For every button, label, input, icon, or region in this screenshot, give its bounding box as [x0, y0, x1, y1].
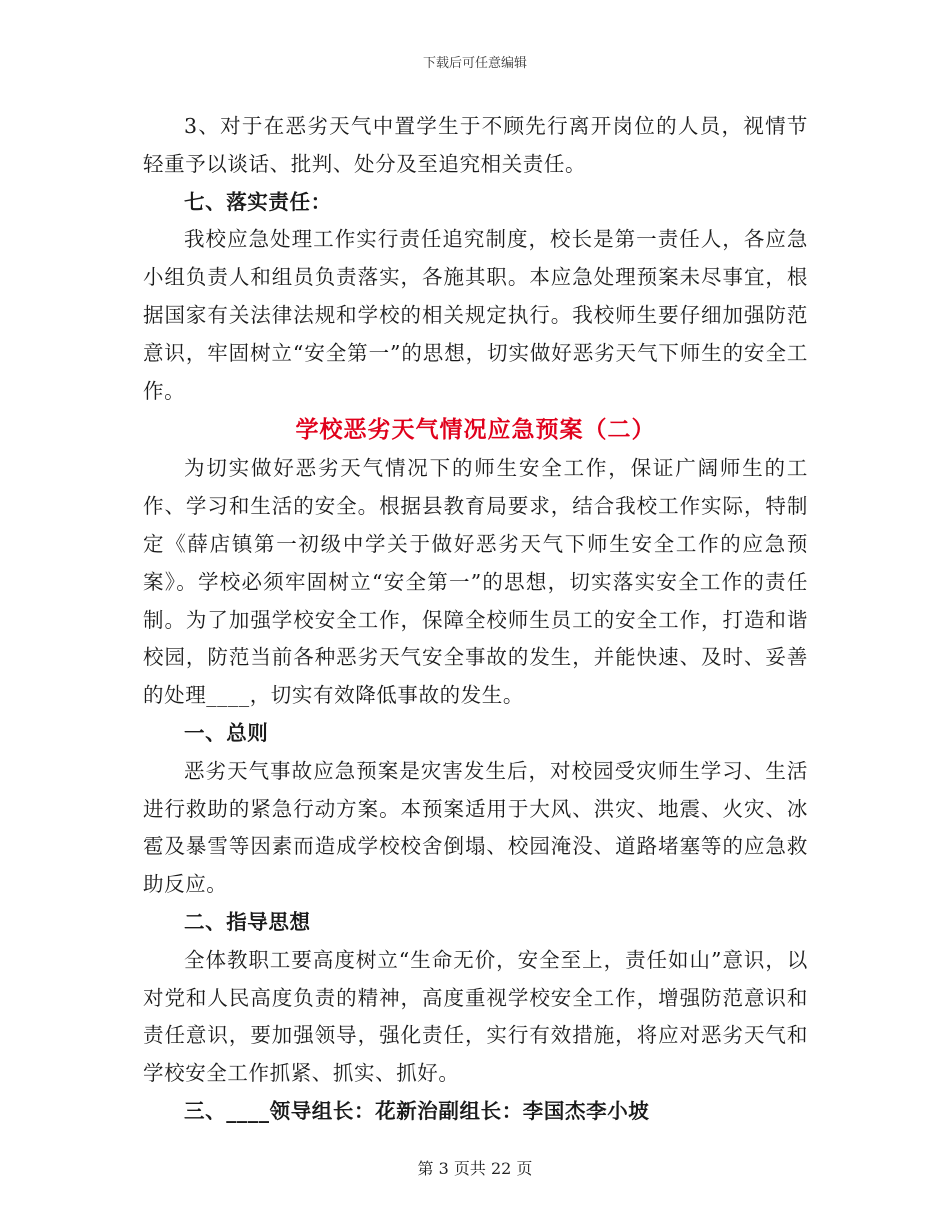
paragraph-general: 恶劣天气事故应急预案是灾害发生后，对校园受灾师生学习、生活进行救助的紧急行动方案。本预案适用于大风、洪灾、地震、火灾、冰雹及暴雪等因素而造成学校校舍倒塌、校园淹没、道路堵塞等的应急救助反应。 [143, 758, 808, 897]
paragraph-intro: 为切实做好恶劣天气情况下的师生安全工作，保证广阔师生的工作、学习和生活的安全。根据县教育局要求，结合我校工作实际，特制定《薛店镇第一初级中学关于做好恶劣天气下师生安全工作的应急预案》。学校必须牢固树立“安全第一”的思想，切实落实安全工作的责任制。为了加强学校安全工作，保障全校师生员工的安全工作，打造和谐校园，防范当前各种恶劣天气安全事故的发生，并能快速、及时、妥善的处理____，切实有效降低事故的发生。 [143, 456, 808, 708]
section-heading-general: 一、总则 [184, 720, 269, 745]
page-header: 下载后可任意编辑 [422, 56, 527, 71]
paragraph-item-3: 3、对于在恶劣天气中置学生于不顾先行离开岗位的人员，视情节轻重予以谈话、批判、处分及至追究相关责任。 [143, 114, 808, 176]
section-heading-guiding-thought: 二、指导思想 [184, 909, 311, 934]
section-heading-leadership: 三、____领导组长：花新治副组长：李国杰李小坡 [184, 1098, 650, 1123]
paragraph-responsibility: 我校应急处理工作实行责任追究制度，校长是第一责任人，各应急小组负责人和组员负责落实，各施其职。本应急处理预案未尽事宜，根据国家有关法律法规和学校的相关规定执行。我校师生要仔细加强防范意识，牢固树立“安全第一”的思想，切实做好恶劣天气下师生的安全工作。 [143, 227, 808, 403]
document-title: 学校恶劣天气情况应急预案（二） [295, 416, 656, 444]
document-body [143, 108, 808, 1131]
section-heading-implement-responsibility: 七、落实责任： [184, 189, 332, 214]
page-number: 第 3 页共 22 页 [417, 1159, 533, 1178]
paragraph-guiding-thought: 全体教职工要高度树立“生命无价，安全至上，责任如山”意识，以对党和人民高度负责的精神，高度重视学校安全工作，增强防范意识和责任意识，要加强领导，强化责任，实行有效措施，将应对恶劣天气和学校安全工作抓紧、抓实、抓好。 [143, 947, 808, 1086]
